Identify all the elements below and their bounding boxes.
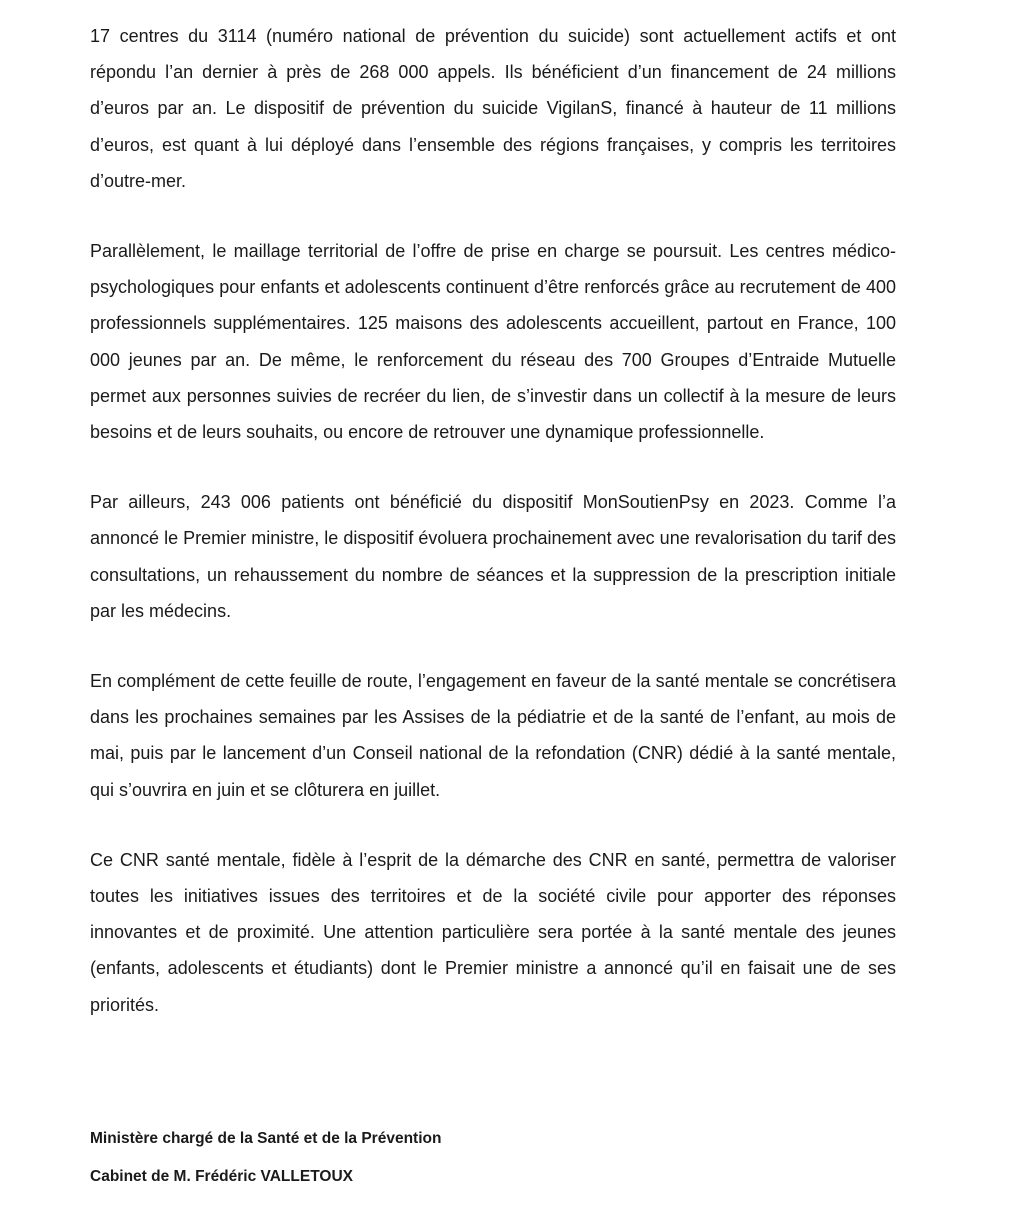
paragraph-3114-vigilans: 17 centres du 3114 (numéro national de prévention du suicide) sont actuellement actifs et ont répondu l’an dernier à près de 268 000 appels. Ils bénéficient d’un financement de 24 millions d’euros par an. Le dispositif de prévention du suicide VigilanS, financé à hauteur de 11 millions d’euros, est quant à lui déployé dans l’ensemble des régions françaises, y compris les territoires d’outre-mer.	[90, 26, 896, 191]
signature-ministry: Ministère chargé de la Santé et de la Prévention	[90, 1130, 442, 1147]
paragraph-maillage-territorial: Parallèlement, le maillage territorial de l’offre de prise en charge se poursuit. Les centres médico-psychologiques pour enfants et adolescents continuent d’être renforcés grâce au recrutement de 400 professionnels supplémentaires. 125 maisons des adolescents accueillent, partout en France, 100 000 jeunes par an. De même, le renforcement du réseau des 700 Groupes d’Entraide Mutuelle permet aux personnes suivies de recréer du lien, de s’investir dans un collectif à la mesure de leurs besoins et de leurs souhaits, ou encore de retrouver une dynamique professionnelle.	[90, 241, 896, 443]
signature-cabinet: Cabinet de M. Frédéric VALLETOUX	[90, 1168, 353, 1185]
paragraph-feuille-de-route: En complément de cette feuille de route, l’engagement en faveur de la santé mentale se concrétisera dans les prochaines semaines par les Assises de la pédiatrie et de la santé de l’enfant, au mois de mai, puis par le lancement d’un Conseil national de la refondation (CNR) dédié à la santé mentale, qui s’ouvrira en juin et se clôturera en juillet.	[90, 671, 896, 800]
signature-block	[90, 1130, 896, 1206]
paragraph-cnr-sante-mentale: Ce CNR santé mentale, fidèle à l’esprit de la démarche des CNR en santé, permettra de valoriser toutes les initiatives issues des territoires et de la société civile pour apporter des réponses innovantes et de proximité. Une attention particulière sera portée à la santé mentale des jeunes (enfants, adolescents et étudiants) dont le Premier ministre a annoncé qu’il en faisait une de ses priorités.	[90, 849, 896, 1015]
document-body	[90, 18, 896, 1057]
paragraph-monsoutienpsy: Par ailleurs, 243 006 patients ont bénéficié du dispositif MonSoutienPsy en 2023. Comme l’a annoncé le Premier ministre, le dispositif évoluera prochainement avec une revalorisation du tarif des consultations, un rehaussement du nombre de séances et la suppression de la prescription initiale par les médecins.	[90, 492, 896, 621]
